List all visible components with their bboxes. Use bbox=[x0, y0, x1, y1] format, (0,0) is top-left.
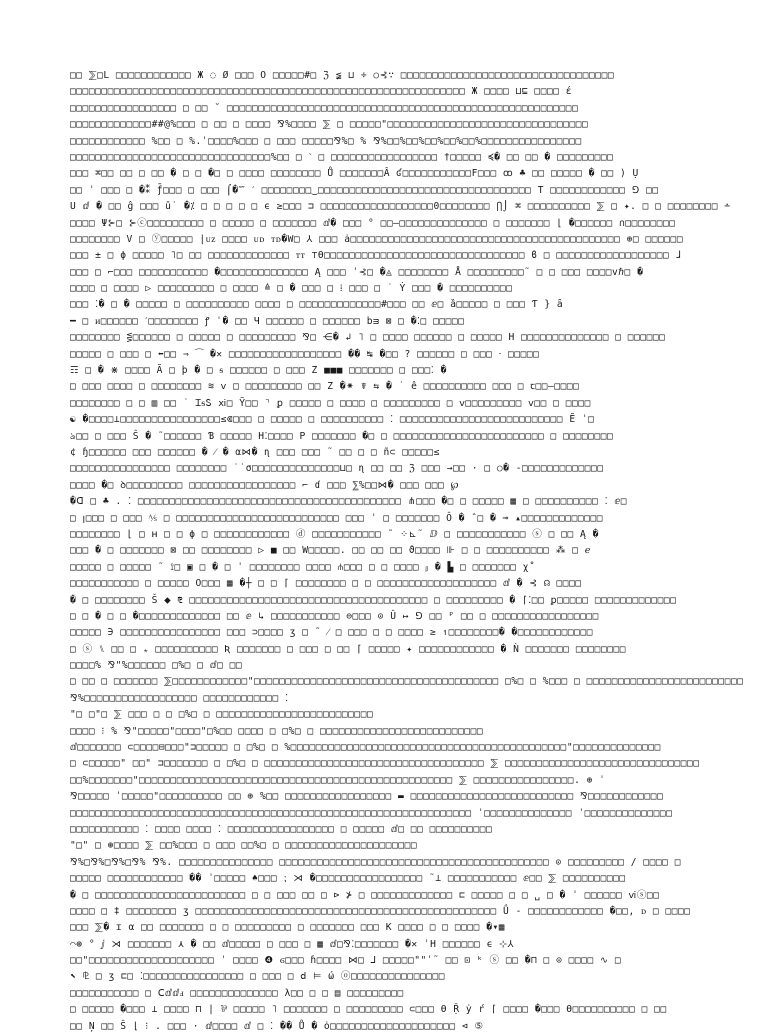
text-line: □ ⊂□□□□□" □□" ⊐□□□□□□□ □ □%□ □ □□□□□□□□□□□□□□□□□□□□□□□□□□□□□□□□□□□ ⅀ □□□□□□□□□□□□□□□□□□□□□□□□□□□□□□□ bbox=[70, 758, 700, 770]
text-line: □□□□□ ∋ □□□□□□□□□□□□□□□□ □□□ ⊃□□□□ ʒ □ ˜ ⁄ □ □□□ □ □ □□□□ ≥ ↿□□□□□□□□� �□□□□□□□□□□□□ bbox=[70, 627, 594, 639]
text-line: ঌ□□ □ □□□ Ŝ � ˜□□□□□□ Ɓ □□□□□ H⁚□□□□ P □□□□□□□ �□ □ □□□□□□□□□□□□□□□□□□□□□□□□ □ □□□□□□□□ bbox=[70, 430, 614, 442]
text-line: � □ □□□□□□□□ Š ⬥ ⅊ □□□□□□□□□□□□□□□□□□□□□□□□□□□□□□□□□□□□□□ □ □□□□□□□□□ � ⌈⁚□□ ꝑ□□□□□ □□□□□□□□□□□□□ bbox=[70, 594, 677, 606]
text-line: □□□ □ ⌐□□□ □□□□□□□□□□□ �□□□□□□□□□□□□□□ Ą □□□ ˈ⊰□ �◬ □□□□□□□□ Å □□□□□□□□□˜ □ □ □□□ □□□□vℏ□ � bbox=[70, 266, 650, 278]
text-line: □□□□ ⁝ % ⅋"□□□□□"□□□□"□%□□ □□□□ □ □%□ □ □□□□□□□□□□□□□□□□□□□□□□□□□□ bbox=[70, 725, 484, 737]
text-line: "□ □"□ ⅀ □□□ □ □ □%□ □ □□□□□□□□□□□□□□□□□□□□□□□□□ bbox=[70, 709, 374, 721]
text-line: ⅋%□⅋%□⅋%□⅋% ⅋%. □□□□□□□□□□□□□□□ □□□□□□□□□□□□□□□□□□□□□□□□□□□□□□□□□□□□□□□□□□□ ⊙ □□□□□□□□□ / □□□□ □ bbox=[70, 856, 682, 868]
text-line: □□□ � □ □□□□□□□ ⊠ □□ □□□□□□□□ ▷ ■ □□ W□□□□□. □□ □□ □□ ϑ□□□□ ⊪ □ □ □□□□□□□□□□ ⁂ □ ℯ bbox=[70, 545, 591, 557]
text-line: □ ꞁ□□□ □ □□□ ⅍ □ □□□□□□□□□□□□□□□□□□□□□□□□□□ □□□ ˈ □ □□□□□□□ Ô � ˆ□ � ⊸ ▴□□□□□□□□□□□□□ bbox=[70, 512, 604, 524]
text-line: □□□□□□□□□□□□□□□□ □□□□□□□□ ˙˙σ□□□□□□□□□□□□□□⊔□ ɳ □□ □□ ℨ □□□ →□□ · □ ○� -□□□□□□□□□□□□□ bbox=[70, 463, 604, 475]
text-line: □ ⓢ ⑊ □□ □ ⁎ □□□□□□□□□□ Ʀ □□□□□□□ □ □□□ □ □□ ⌈ □□□□□ ✦ □□□□□□□□□□□□ � Ǹ □□□□□□□ □□□□□□□□ bbox=[70, 643, 627, 655]
text-line: □□□□□□□□□□□□□□□□□□□□□□□□□□□□□□□□□□□□□□□□□□□□□□□□□□□□□□□□□□□□□□□ Ж □□□□ ⊔⊑ □□□□ έ bbox=[70, 86, 573, 98]
text-line: □□□□% ⅋"%□□□□□□ □%□ □ ⅆ□ □□ bbox=[70, 660, 243, 672]
text-line: ⅋%□□□□□□□□□□□□□□□□□□ □□□□□□□□□□□□ ⁚ bbox=[70, 692, 289, 704]
text-line: □□ ⅀□L □□□□□□□□□□□□ Ж ◌ Ø □□□ O □□□□□#□ ℨ ≨ ⊔ ÷ ○⊰∵ □□□□□□□□□□□□□□□□□□□□□□□□□□□□□□□□□□ bbox=[70, 70, 615, 81]
text-line: □□□□□□□□ ⌊ □ ʜ □ □ ϕ □ □□□□□□□□□□□□ ⓓ □□□□□□□□□□□ ˜ ⁘⊾˜ ⅅ □ □□□□□□□□□□□ ⓢ □ □□ Ą � bbox=[70, 528, 599, 540]
text-line: □□□□□□□□ □ □ ▥ □□ ˙ ꞮᵴᏚ ⅺ□ Ỹ□□ ⌝ ꝑ □□□□□ □ □□□□ □ □□□□□□□□□ □ ⅴ□□□□□□□□□ ⅴ□□ □ □□□□ bbox=[70, 397, 591, 409]
text-line: □ □□□ □□□□ □ □□□□□□□□ ≋ ⅴ □ □□□□□□□□□ □□ Z �⁕ ☤ ⇆ � ˙ ê □□□□□□□□□□ □□□ □ ꞇ□□—□□□□ bbox=[70, 381, 580, 393]
text-line: □□□ ⌘□□ □□ □ □□ � □ □ �□ □ □□□□ □□□□□□□□ Ů □□□□□□□Â ʛ□□□□□□□□□□□F□□□ ꝏ ♣ □□ □□□□□ � □□ ) Ụ bbox=[70, 168, 639, 180]
text-line: □□□ ± □ ϕ □□□□□ ˥□ □□ □□□□□□□□□□□□□ ᴛᴛ ⊤ϴ□□□□□□□□□□□□□□□□□□□□□□□□□□□□□□□□ ϐ □ □□□□□□□□□□□□□□□□□□ ɺ bbox=[70, 250, 682, 262]
text-line: □□□□ Ψ⊱□ ⊱ⓒ□□□□□□□□□ □ □□□□□ □ □□□□□□□ ⅆ� □□□ ° □□—□□□□□□□□□□□□□□ □ □□□□□□□ ⌊ �□□□□□□ ∩□□□□□□□□ bbox=[70, 217, 676, 229]
text-line: □ □□□□□ �□□□ ⊥ □□□□ ⊓ | ⅌ □□□□□ ˥ □□□□□□□ □ □□□□□□□□□ ⊂□□□ ϴ Ṝ ẏ ŕ ⌈ □□□□ �□□□ ϴ□□□□□□□□□□ □ □□ bbox=[70, 1004, 667, 1016]
text-line: □□□□□□□□□□□□□##@%□□□ □ □□ □ □□□□ ⅋%□□□□ ⅀ □ □□□□□"□□□□□□□□□□□□□□□□□□□□□□□□□□□□□□□□ bbox=[70, 119, 589, 131]
text-line: □□□□□□□□□□□□□□□□□□□□□□□□□□□□□□□□%□□ □ ˋ □ □□□□□□□□□□□□□□□□□ †□□□□□ ≼� □□ □□ � □□□□□□□□□ bbox=[70, 151, 614, 163]
text-line: "□" □ ⊛□□□□ ⅀ □□%□□□ □ □□□ □□%□ □ □□□□□□□□□□□□□□□□□□□□□ bbox=[70, 840, 418, 852]
text-line: □□□□□□□□□□□ ⁚ □□□□ □□□□ ⁚ □□□□□□□□□□□□□□□□□ □ □□□□□ ⅆ□ □□ □□□□□□□□□□ bbox=[70, 823, 493, 835]
text-line: □□□□□ □□□□□□□□□□□□ �� ˈ□□□□□ ♠□□□ ⁏ ⋊ �□□□□□□□□□□□□□□□□□ ˜⊥ □□□□□□□□□□□ ⅇ□□ ⅀ □□□□□□□□□□ bbox=[70, 873, 626, 885]
text-line: □□□□ �□ ꝺ□□□□□□□□□ □□□□□□□□□□□□□□□□□ ⌐ ɗ □□□ ⅀%□□⋈� □□□ □□□ ℘ bbox=[70, 479, 460, 491]
text-line: ⅋□□□□□ ˈ□□□□□"□□□□□□□□□□ □□ ⊕ %□□ □□□□□□□□□□□□□□□□□ ▬ □□□□□□□□□□□□□□□□□□□□□□□□□□ ⅋□□□□□□□□□□□□ bbox=[70, 791, 664, 803]
text-line: ━ □ ᴎ□□□□□□ ˊ□□□□□□□□ ꝭ ˈ� □□ Ч □□□□□□ □ □□□□□□ bᴟ ⊠ □ �⁚□ □□□□□ bbox=[70, 315, 465, 327]
text-line: ⅆ□□□□□□□ ⊂□□□□⊟□□□"⊐□□□□□ □ □%□ □ %□□□□□□□□□□□□□□□□□□□□□□□□□□□□□□□□□□□□□□□□□□□□"□□□□□□□□□□□□□□ bbox=[70, 742, 661, 754]
text-line: □□□ ⁚� □ � □□□□□ □ □□□□□□□□□□ □□□□ □ □□□□□□□□□□□□□#□□□ □□ ⅇ□ ȁ□□□□□ □ □□□ Ƭ } ȃ bbox=[70, 299, 564, 311]
text-line: �ᗡ □ ♣ . ⁚ □□□□□□□□□□□□□□□□□□□□□□□□□□□□□□□□□□□□□□□□□□ ⋔□□□ �□ □ □□□□□ ▦ □ □□□□□□□□□□ ⁚ ⅇ□ bbox=[70, 496, 628, 508]
text-line: ⬉ ⅊ □ ʒ ⊏□ ⁚□□□□□□□□□□□□□□□□ □ □□□ □ ⅾ ⊨ ώ ⓞ□□□□□□□□□□□□□□□ bbox=[70, 971, 446, 983]
text-line: □□"□□□□□□□□□□□□□□□□□□□□ ˈ □□□□ ❹ ϭ□□□ ɦ□□□□ ⋈□ ⅃ □□□□□""ˈ˜ □□ ⊡ ᵏ ⓢ □□ �⊓ □ ⊙ □□□□ ∿ □ bbox=[70, 955, 622, 967]
text-line: □□ Ņ □□ Ŝ ⌊ ⁝ . □□□ · ⅆ□□□□ ⅆ □ ⁚ �� Ů � ȯ□□□□□□□□□□□□□□□□□□□□ ⊲ ⑤ bbox=[70, 1020, 484, 1032]
text-line: □□□□ □ ‡ □□□□□□□□ ʒ □□□□□□□□□□□□□□□□□□□□□□□□□□□□□□□□□□□□□□□□□□□□□□□□ Ǘ - □□□□□□□□□□□□ �□□, ᴅ □ □□□□ bbox=[70, 905, 691, 917]
text-line: □□□□□□□□□□□ □ □□□□□ O□□□ ▦ �┼ □ □ ⌈ □□□□□□□□ □ □ □□□□□□□□□□□□□□□□□□□ ⅆ � ⊰ ☊ □□□□ bbox=[70, 578, 582, 590]
text-line: □□ ˈ □□□ □ �⁑ ƒ̄□□□ □ □□□ ⌠�⁗ ˊ □□□□□□□□‿□□□□□□□□□□□□□□□□□□□□□□□□□□□□□□□□□□ T □□□□□□□□□□□□ ⅁ □□ bbox=[70, 184, 659, 196]
text-line: □□□□□ □ □□□ □ ⬅□□ ⇒ ⁀ �✕ □□□□□□□□□□□□□□□□□□ �� ↹ �□□ ? □□□□□□ □ □□□ ⸱ □□□□□ bbox=[70, 348, 540, 360]
text-line: □□□□□ □ □□□□□ ˜ ⟟□ ▣ □ � □ ˈ □□□□□□□□ □□□□ ⋔□□□ □ □ □□□□ ᵦ � ▙ □ □□□□□□□ χ˚ bbox=[70, 561, 536, 573]
text-line: □□□□□□□□ ⋚□□□□□□ □ □□□□□ □ □□□□□□□□□ ⅋□ ⋲� ↲ ˥ □ □□□□ □□□□□□ □ □□□□□ H □□□□□□□□□□□□□□ □ □□□□□□ bbox=[70, 332, 666, 344]
text-line: □□□□□□□□□□□ □ Ⅽⅆⅆⅎ □□□□□□□□□□□□□□ λ□□ □ □ ▤ □□□□□□□□□ bbox=[70, 987, 404, 999]
text-line: ☶ □ � ⋇ □□□□ Ã □ ϸ � □ ᵴ □□□□□□ □ □□□ Z ■■■ □□□□□□□ □ □□□⁚ � bbox=[70, 365, 447, 377]
text-line: □□□□□□□□□□□□□□□□□ □ □□ ˘ □□□□□□□□□□□□□□□□□□□□□□□□□□□□□□□□□□□□□□□□□□□□□□□□□□□□□□□□ bbox=[70, 102, 579, 114]
text-line: ☯ �□□□□⊥□□□□□□□□□□□□□□□□≤⋐□□□ □ □□□□□ □ □□□□□□□□□□ ⁚ □□□□□□□□□□□□□□□□□□□□□□□□□□ Ẽ ˈ□ bbox=[70, 414, 595, 426]
text-line: U ⅆ � □□ ĝ □□□ ǔ˙ �⁒ □ □ □ □ □ ϵ ≥□□□ ⊐ □□□□□□□□□□□□□□□□□□0□□□□□□□□ ⋂⌡ ⌘ □□□□□□□□□□ ⅀ □ ✦. □ □ □□□□□□□□ ∸ bbox=[70, 201, 731, 213]
text-line: □ □□ □ □□□□□□□ ⅀□□□□□□□□□□□□"□□□□□□□□□□□□□□□□□□□□□□□□□□□□□□□□□□□□□□□ □%□ □ %□□□ □ □□□□□□□□□□□□□□□□□□□□□□□□□ bbox=[70, 676, 744, 688]
garbled-text-body bbox=[70, 68, 744, 1035]
text-line: □□□ ⅀� ɪ α □□ □□□□□□□ □ □ □□□□□□□□□ □ □□□□□□□ □□□ K □□□□ □ □ □□□□ �▾▦ bbox=[70, 922, 506, 934]
text-line: ⌒⊛ ° ⅉ ⋊ □□□□□□□ ⋏ � □□ ⅆ□□□□□ □ □□□ □ ▦ ⅆ□⅋⁚□□□□□□□ �✕ ˈH □□□□□□ ϵ ⊹⅄ bbox=[70, 938, 515, 950]
text-line: □ □ � □ □ �□□□□□□□□□□□□□ □□ ⅇ ↳ □□□□□□□□□□□ ⊖□□□ ⊙ Û ↦ ⅁ □□ ᴾ □□ □ □□□□□□□□□□□□□□□□□ bbox=[70, 610, 599, 622]
text-line: □□□□□□□□ V □ ⓨ□□□□□ |ᴜᴢ □□□□ ᴜᴅ ᴛᴅ�W□ ⅄ □□□ ȧ□□□□□□□□□□□□□□□□□□□□□□□□□□□□□□□□□□□□□□□□□□□ ⊕□ □□□□□□ bbox=[70, 233, 684, 245]
text-line: □□□□□□□□□□□□□□□□□□□□□□□□□□□□□□□□□□□□□□□□□□□□□□□□□□□□□□□□□□□□□□□□ ˈ□□□□□□□□□□□□□□ ˈ□□□□□□□□□□□□□□ bbox=[70, 807, 673, 819]
text-line: � □ □□□□□□□□□□□□□□□□□□□□□□□□ □ □ □□□ □□ □ ⊳ ⊁ □ □□□□□□□□□□□□□ ⊏ □□□□□ □ □ ␣ □ � ˈ □□□□□□ ⅵⓢ□□ bbox=[70, 889, 660, 901]
text-line: □□□□ □ □□□□ ▷ □□□□□□□□□ □ □□□□ ≙ □ � □□□ □ ⁞ □□□ □ ˙ Ẏ □□□ � □□□□□□□□□□ bbox=[70, 283, 513, 295]
text-line: □□%□□□□□□□"□□□□□□□□□□□□□□□□□□□□□□□□□□□□□□□□□□□□□□□□□□□□□□□□□□ ⅀ □□□□□□□□□□□□□□□□. ⊕ ˈ bbox=[70, 774, 606, 786]
text-line: □□□□□□□□□□□□ %□□ □ %.ˈ□□□□%□□□ □ □□□ □□□□□⅋%□ % ⅋%□□%□□%□□%□□%□□%□□□□□□□□□□□□□□□□ bbox=[70, 135, 582, 147]
text-line: ¢ ɧ□□□□□□ □□□ □□□□□□ � ⁄ � α⋈� ɳ □□□ □□□ ˜ □□ □ □ ñ⊂ □□□□□≤ bbox=[70, 446, 440, 458]
